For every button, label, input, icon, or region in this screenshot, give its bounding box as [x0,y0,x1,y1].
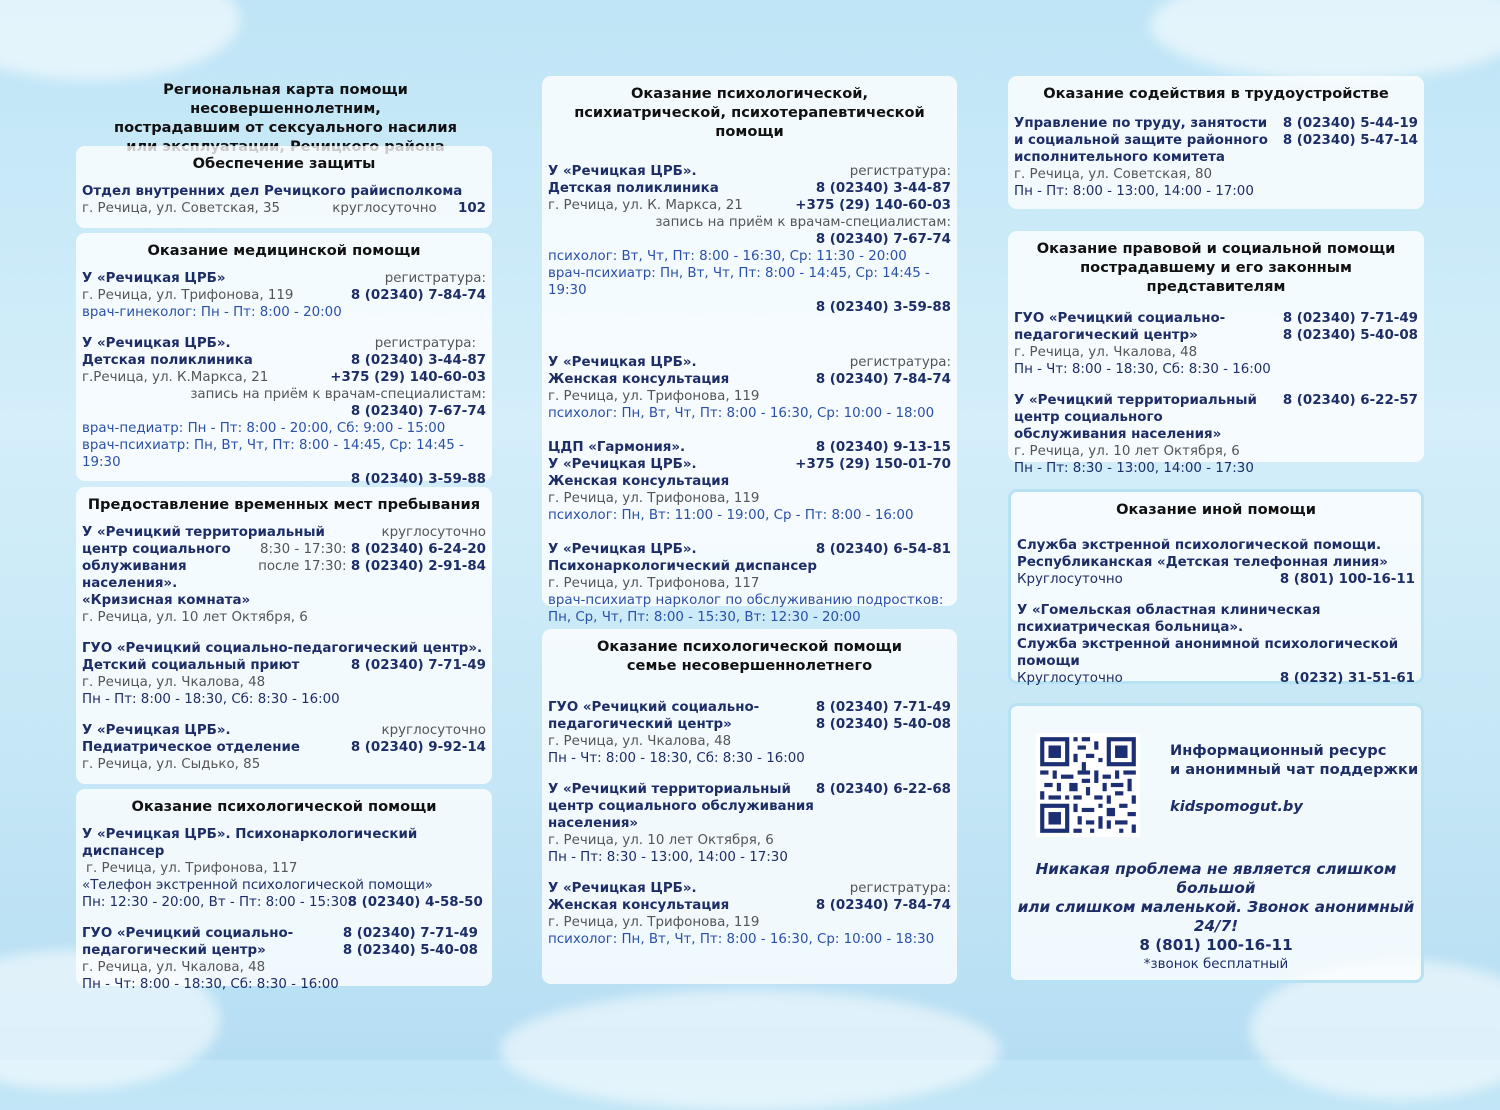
org-line: и социальной защите районного [1014,133,1268,148]
schedule: Пн, Ср, Чт, Пт: 8:00 - 15:30, Вт: 12:30 - 20:00 [548,610,861,625]
phone: +375 (29) 150-01-70 [795,457,951,472]
phone: 8 (02340) 5-47-14 [1282,133,1418,148]
temporary-panel [76,487,492,784]
info-line: Информационный ресурс [1170,742,1387,759]
psychiatric-title: Оказание психологической, психиатрической, психотерапевтической помощи [574,85,925,140]
phone: 8 (02340) 7-71-49 [342,926,478,941]
family-title: Оказание психологической помощи семье несовершеннолетнего [597,638,902,674]
medical-org-2: У «Речицкая ЦРБ». [82,336,231,351]
address: г. Речица, ул. Чкалова, 48 [82,960,266,975]
phone: 8 (02340) 7-71-49 [1282,311,1418,326]
registry-label: регистратура: [849,881,951,896]
org-line: центр социального [82,542,231,557]
hours: круглосуточно [381,723,486,738]
department: Педиатрическое отделение [82,740,300,755]
hours: круглосуточно [381,525,486,540]
schedule: Пн - Чт: 8:00 - 18:30, Сб: 8:30 - 16:00 [82,977,339,992]
schedule: врач-педиатр: Пн - Пт: 8:00 - 20:00, Сб: 9:00 - 15:00 [82,421,446,436]
org-line: педагогический центр» [548,717,732,732]
org-line: «Кризисная комната» [82,593,251,608]
employment-panel [1008,76,1424,209]
phone: 8 (02340) 5-40-08 [1282,328,1418,343]
org-line: У «Речицкая ЦРБ». [548,164,697,179]
phone: +375 (29) 140-60-03 [330,370,486,385]
org-line: центр социального [1014,410,1163,425]
schedule: Пн - Пт: 8:00 - 18:30, Сб: 8:30 - 16:00 [82,692,340,707]
schedule: врач-психиатр: Пн, Вт, Чт, Пт: 8:00 - 14:45, Ср: 14:45 - 19:30 [548,266,930,298]
schedule: психолог: Пн, Вт, Чт, Пт: 8:00 - 16:30, Ср: 10:00 - 18:30 [548,932,935,947]
address: г. Речица, ул. Трифонова, 117 [86,861,298,876]
org-line: ГУО «Речицкий социально- [1014,311,1226,326]
registry-label: регистратура: [849,164,951,179]
phone: 8 (02340) 3-44-87 [815,181,951,196]
schedule: врач-психиатр нарколог по обслуживанию подростков: [548,593,944,608]
address: г. Речица, ул. Трифонова, 119 [548,389,760,404]
address: г. Речица, ул. К. Маркса, 21 [548,198,743,213]
org-line: Управление по труду, занятости [1014,116,1268,131]
address: г. Речица, ул. Трифонова, 119 [82,288,294,303]
department: Психонаркологический диспансер [548,559,817,574]
phone: 8 (02340) 3-59-88 [350,472,486,487]
psych-title: Оказание психологической помощи [131,798,437,815]
org-line: центр социального обслуживания [548,799,814,814]
department: Детский социальный приют [82,658,300,673]
phone: 8 (02340) 5-44-19 [1282,116,1418,131]
slogan-line: или слишком маленькой. Звонок анонимный 24/7! [1017,898,1415,935]
address: г. Речица, ул. 10 лет Октября, 6 [82,610,308,625]
phone: 8 (801) 100-16-11 [1279,572,1415,587]
schedule: Пн - Пт: 8:30 - 13:00, 14:00 - 17:30 [1014,461,1254,476]
protection-panel [76,146,492,228]
address: г. Речица, ул. Трифонова, 119 [548,491,760,506]
address: г. Речица, ул. Трифонова, 119 [548,915,760,930]
org-line: Республиканская «Детская телефонная линия» [1017,555,1388,570]
protection-address: г. Речица, ул. Советская, 35 [82,201,281,216]
protection-title: Обеспечение защиты [192,155,376,172]
org-line: У «Гомельская областная клиническая [1017,603,1321,618]
protection-org: Отдел внутренних дел Речицкого райисполкома [82,184,463,199]
org-line: облуживания [82,559,187,574]
address: г. Речица, ул. Чкалова, 48 [548,734,732,749]
org-line: населения». [82,576,178,591]
phone: 8 (0232) 31-51-61 [1279,671,1415,686]
org-line: У «Речицкий территориальный [1014,393,1257,408]
hotline-phone: 8 (801) 100-16-11 [1139,936,1293,954]
registry-label: регистратура: [384,271,486,286]
department: Женская консультация [548,372,730,387]
org-line: ГУО «Речицкий социально-педагогический центр». [82,641,483,656]
phone: 8 (02340) 6-22-57 [1282,393,1418,408]
org-line: У «Речицкий территориальный [82,525,325,540]
legal-title: Оказание правовой и социальной помощи пострадавшему и его законным представителям [1036,240,1396,295]
phone: 8 (02340) 5-40-08 [815,717,951,732]
phone: 8 (02340) 7-84-74 [350,288,486,303]
schedule: Пн - Чт: 8:00 - 18:30, Сб: 8:30 - 16:00 [548,751,805,766]
org-line: У «Речицкий территориальный [548,782,791,797]
medical-title: Оказание медицинской помощи [147,242,421,259]
phone: 8 (02340) 3-44-87 [350,353,486,368]
phone: 8 (02340) 7-84-74 [815,898,951,913]
psychiatric-panel [542,76,957,625]
org-line: У «Речицкая ЦРБ». [548,457,697,472]
schedule: Пн - Чт: 8:00 - 18:30, Сб: 8:30 - 16:00 [1014,362,1271,377]
info-line: и анонимный чат поддержки [1170,761,1419,778]
org-line: обслуживания населения» [1014,427,1222,442]
schedule: психолог: Пн, Вт: 11:00 - 19:00, Ср - Пт: 8:00 - 16:00 [548,508,914,523]
phone: 8 (02340) 9-13-15 [815,440,951,455]
cloud-decoration [1150,0,1500,80]
phone: 8 (02340) 6-54-81 [815,542,951,557]
phone: +375 (29) 140-60-03 [795,198,951,213]
hours: после 17:30: [258,559,347,574]
protection-hours: круглосуточно [332,201,437,216]
address: г. Речица, ул. Чкалова, 48 [1014,345,1198,360]
org-line: педагогический центр» [1014,328,1198,343]
address: г.Речица, ул. К.Маркса, 21 [82,370,269,385]
phone: 8 (02340) 7-71-49 [350,658,486,673]
cloud-decoration [500,990,1000,1110]
appointment-label: запись на приём к врачам-специалистам: [190,387,486,402]
org-line: ГУО «Речицкий социально- [548,700,760,715]
phone: 8 (02340) 4-58-50 [347,895,483,910]
registry-label: регистратура: [849,355,951,370]
org-line: У «Речицкая ЦРБ». [548,542,697,557]
hours: Круглосуточно [1017,572,1123,587]
employment-title: Оказание содействия в трудоустройстве [1043,85,1389,102]
website-link[interactable]: kidspomogut.by [1170,798,1303,815]
address: г. Речица, ул. Трифонова, 117 [548,576,760,591]
qr-code-icon[interactable] [1036,733,1140,837]
phone: 8 (02340) 3-59-88 [815,300,951,315]
org-line: исполнительного комитета [1014,150,1225,165]
free-call-note: *звонок бесплатный [1143,957,1289,972]
schedule: психолог: Вт, Чт, Пт: 8:00 - 16:30, Ср: 11:30 - 20:00 [548,249,907,264]
hours: 8:30 - 17:30: [260,542,347,557]
phone: 8 (02340) 7-84-74 [815,372,951,387]
schedule: Пн - Пт: 8:00 - 13:00, 14:00 - 17:00 [1014,184,1254,199]
phone: 8 (02340) 5-40-08 [342,943,478,958]
medical-panel [76,233,492,487]
address: г. Речица, ул. 10 лет Октября, 6 [1014,444,1240,459]
schedule: врач-психиатр: Пн, Вт, Чт, Пт: 8:00 - 14:45, Ср: 14:45 - 19:30 [82,438,464,470]
org-line: У «Речицкая ЦРБ». [548,355,697,370]
org-line: психиатрическая больница». [1017,620,1244,635]
medical-org-1: У «Речицкая ЦРБ» [82,271,226,286]
org-line: педагогический центр» [82,943,266,958]
org-line: У «Речицкая ЦРБ». [548,881,697,896]
temporary-title: Предоставление временных мест пребывания [87,496,481,513]
registry-label: регистратура: [374,336,476,351]
psych-panel [76,789,492,992]
family-panel [542,629,957,984]
phone: 8 (02340) 7-67-74 [815,232,951,247]
hours: Круглосуточно [1017,671,1123,686]
cloud-decoration [0,0,240,80]
slogan-line: Никакая проблема не является слишком большой [1035,860,1397,897]
address: г. Речица, ул. Советская, 80 [1014,167,1213,182]
slogan [1008,860,1424,974]
department: Детская поликлиника [82,353,253,368]
department: Женская консультация [548,898,730,913]
schedule: Пн - Пт: 8:30 - 13:00, 14:00 - 17:30 [548,850,788,865]
page-title: Региональная карта помощи несовершеннолетним, пострадавшим от сексуального насилия [114,81,457,136]
address: г. Речица, ул. Сыдько, 85 [82,757,261,772]
phone: 8 (02340) 6-22-68 [815,782,951,797]
other-help-panel [1008,489,1424,684]
org-line: У «Речицкая ЦРБ». Психонаркологический диспансер [82,827,418,859]
phone: 8 (02340) 6-24-20 [350,542,486,557]
phone: 8 (02340) 7-71-49 [815,700,951,715]
hotline-name: «Телефон экстренной психологической помощи» [82,878,433,893]
address: г. Речица, ул. 10 лет Октября, 6 [548,833,774,848]
other-help-title: Оказание иной помощи [1116,501,1316,518]
org-line: ГУО «Речицкий социально- [82,926,294,941]
org-line: Служба экстренной анонимной психологической помощи [1017,637,1399,669]
phone: 8 (02340) 9-92-14 [350,740,486,755]
phone: 8 (02340) 2-91-84 [350,559,486,574]
department: Женская консультация [548,474,730,489]
protection-phone: 102 [458,201,486,216]
org-line: населения» [548,816,639,831]
org-line: ЦДП «Гармония». [548,440,686,455]
org-line: Служба экстренной психологической помощи. [1017,538,1382,553]
phone: 8 (02340) 7-67-74 [350,404,486,419]
appointment-label: запись на приём к врачам-специалистам: [655,215,951,230]
schedule: врач-гинеколог: Пн - Пт: 8:00 - 20:00 [82,305,342,320]
schedule: Пн: 12:30 - 20:00, Вт - Пт: 8:00 - 15:30 [82,895,348,910]
legal-panel [1008,231,1424,476]
org-line: У «Речицкая ЦРБ». [82,723,231,738]
address: г. Речица, ул. Чкалова, 48 [82,675,266,690]
department: Детская поликлиника [548,181,719,196]
info-text [1170,741,1418,779]
schedule: психолог: Пн, Вт, Чт, Пт: 8:00 - 16:30, Ср: 10:00 - 18:00 [548,406,935,421]
